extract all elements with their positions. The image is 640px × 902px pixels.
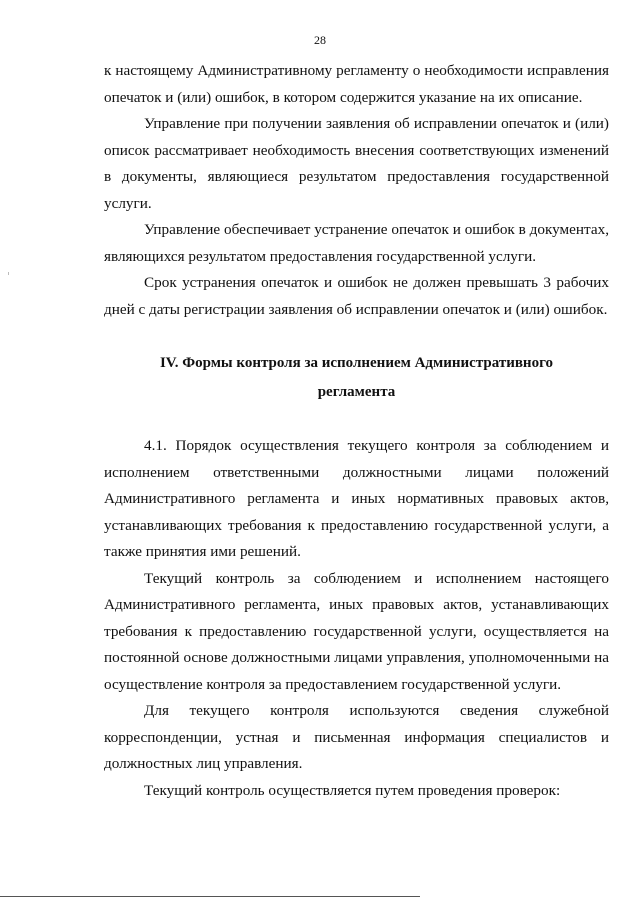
paragraph-4-1: 4.1. Порядок осуществления текущего контроля за соблюдением и исполнением ответственными должностными лицами положений Административного регламента и иных нормативных правовых актов, устанавливающих требования к предоставлению государственной услуги, а также принятия ими решений. <box>104 437 609 560</box>
section-heading-line2: регламента <box>317 384 396 400</box>
section-heading <box>104 349 609 407</box>
margin-speck <box>8 272 9 275</box>
section-heading-line1: IV. Формы контроля за исполнением Административного <box>159 355 554 371</box>
page-number: 28 <box>314 33 326 47</box>
heading-spacer <box>104 407 609 433</box>
paragraph-control-sources: Для текущего контроля используются сведения служебной корреспонденции, устная и письменная информация специалистов и должностных лиц управления. <box>104 702 609 772</box>
page-bottom-edge <box>0 896 420 897</box>
paragraph-review: Управление при получении заявления об исправлении опечаток и (или) описок рассматривает необходимость внесения соответствующих изменений в документы, являющиеся результатом предоставления государственной услуги. <box>104 115 609 212</box>
paragraph-continuation: к настоящему Административному регламенту о необходимости исправления опечаток и (или) ошибок, в котором содержится указание на их описание. <box>104 62 609 106</box>
paragraph-deadline: Срок устранения опечаток и ошибок не должен превышать 3 рабочих дней с даты регистрации заявления об исправлении опечаток и (или) ошибок. <box>104 274 609 318</box>
paragraph-correction: Управление обеспечивает устранение опечаток и ошибок в документах, являющихся результатом предоставления государственной услуги. <box>104 221 609 265</box>
paragraph-current-control: Текущий контроль за соблюдением и исполнением настоящего Административного регламента, иных правовых актов, устанавливающих требования к предоставлению государственной услуги, осуществляется на постоянной основе должностными лицами управления, уполномоченными на осуществление контроля за предоставлением государственной услуги. <box>104 569 609 693</box>
paragraph-inspections: Текущий контроль осуществляется путем проведения проверок: <box>144 781 561 799</box>
document-body <box>104 58 609 804</box>
